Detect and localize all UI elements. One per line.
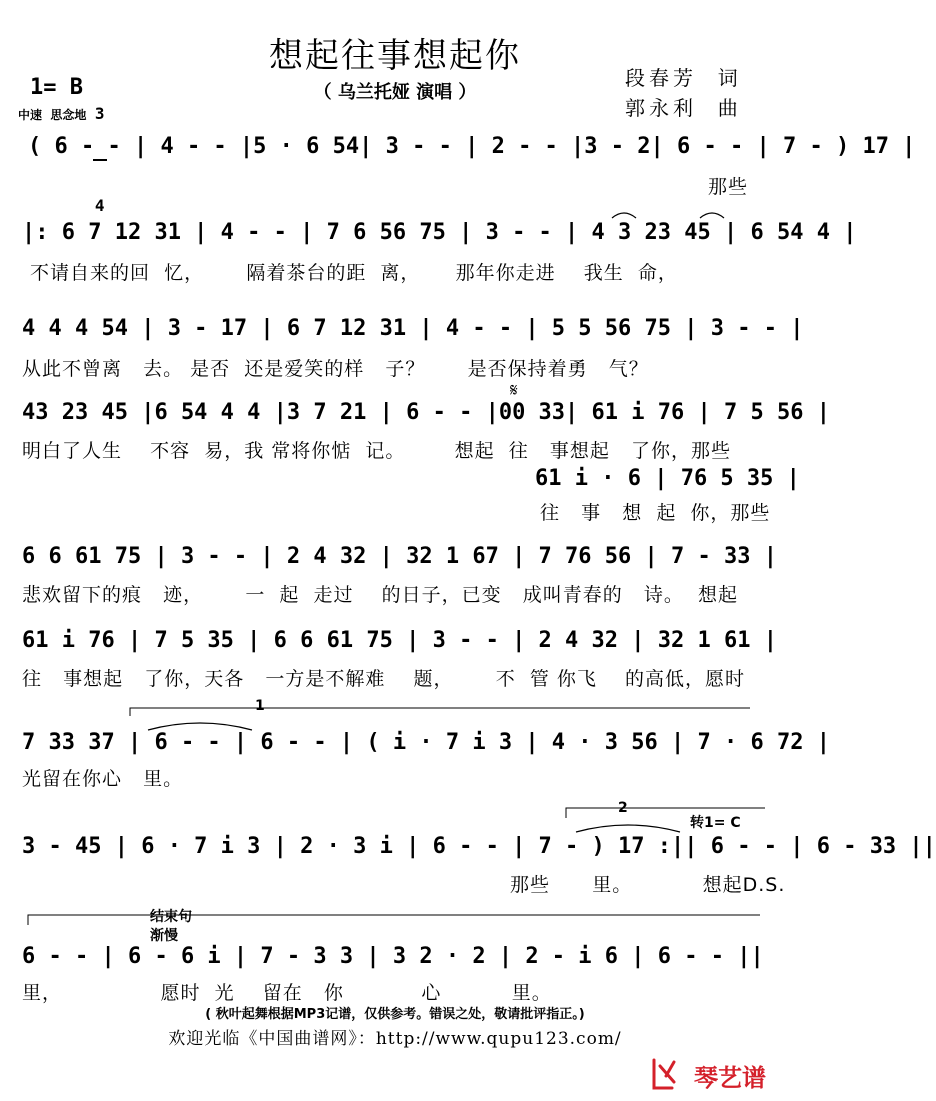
key-signature: 1= B <box>30 75 83 100</box>
score-line-1-notes: ( 6 - - | 4 - - |5 · 6 54| 3 - - | 2 - - |3 - 2| 6 - - | 7 - ) 17 | <box>28 134 916 159</box>
second-ending-bracket <box>566 808 765 818</box>
performer-subtitle: （ 乌兰托娅 演唱 ） <box>313 82 477 103</box>
score-line-7-lyrics: 光留在你心 里。 <box>22 768 184 790</box>
score-line-4-lyrics: 明白了人生 不容 易，我 常将你惦 记。 想起 往 事想起 了你，那些 <box>22 440 731 462</box>
logo-text: 琴艺谱 <box>694 1064 766 1092</box>
song-title: 想起往事想起你 <box>269 36 521 76</box>
score-line-9-lyrics: 里， 愿时 光 留在 你 心 里。 <box>22 982 552 1004</box>
score-line-2-notes: |: 6 7 12 31 | 4 - - | 7 6 56 75 | 3 - - | 4 3 23 45 | 6 54 4 | <box>22 220 857 245</box>
segno-sign: 𝄋 <box>510 380 518 401</box>
tie-arc-2 <box>576 825 680 832</box>
time-signature-top: 3 <box>94 104 105 123</box>
first-ending-bracket <box>130 708 750 716</box>
tie-arc-1 <box>148 723 252 730</box>
lyricist-credit: 段春芳 词 <box>625 66 742 90</box>
coda-phrase-label: 结束句 <box>150 909 192 925</box>
score-line-3-lyrics: 从此不曾离 去。 是否 还是爱笑的样 子？ 是否保持着勇 气？ <box>22 358 649 380</box>
tempo-marking: 中速 思念地 <box>18 108 87 122</box>
ritardando-label: 渐慢 <box>150 928 178 944</box>
score-line-4b-lyrics: 往 事 想 起 你，那些 <box>540 502 771 524</box>
score-line-8-lyrics: 那些 里。 想起D.S. <box>510 874 786 896</box>
website-credit: 欢迎光临《中国曲谱网》：http://www.qupu123.com/ <box>168 1029 622 1049</box>
composer-credit: 郭永利 曲 <box>625 96 742 120</box>
score-line-7-notes: 7 33 37 | 6 - - | 6 - - | ( i · 7 i 3 | 4 · 3 56 | 7 · 6 72 | <box>22 730 830 755</box>
slur-arc-1 <box>612 213 636 218</box>
score-line-9-notes: 6 - - | 6 - 6 i | 7 - 3 3 | 3 2 · 2 | 2 - i 6 | 6 - - || <box>22 944 764 969</box>
score-line-3-notes: 4 4 4 54 | 3 - 17 | 6 7 12 31 | 4 - - | 5 5 56 75 | 3 - - | <box>22 316 804 341</box>
score-line-2-lyrics: 不请自来的回 忆， 隔着茶台的距 离， 那年你走进 我生 命， <box>30 262 678 284</box>
score-line-5-notes: 6 6 61 75 | 3 - - | 2 4 32 | 32 1 67 | 7 76 56 | 7 - 33 | <box>22 544 777 569</box>
score-line-6-lyrics: 往 事想起 了你，天各 一方是不解难 题， 不 管 你飞 的高低，愿时 <box>22 668 746 690</box>
coda-line <box>28 915 760 925</box>
time-signature-bottom: 4 <box>94 196 105 215</box>
score-line-4b-notes: 61 i · 6 | 76 5 35 | <box>535 466 800 491</box>
score-line-5-lyrics: 悲欢留下的痕 迹， 一 起 走过 的日子，已变 成叫青春的 诗。 想起 <box>22 584 738 606</box>
slur-arc-2 <box>700 213 724 218</box>
score-line-1-lyrics: 那些 <box>708 176 749 198</box>
modulation-label: 转1= C <box>690 815 741 831</box>
second-ending-label: 2 <box>618 800 628 816</box>
score-line-8-notes: 3 - 45 | 6 · 7 i 3 | 2 · 3 i | 6 - - | 7 - ) 17 :|| 6 - - | 6 - 33 || <box>22 834 936 859</box>
score-line-4-notes: 43 23 45 |6 54 4 4 |3 7 21 | 6 - - |00 33| 61 i 76 | 7 5 56 | <box>22 400 830 425</box>
transcription-note: ( 秋叶起舞根据MP3记谱，仅供参考。错误之处，敬请批评指正。) <box>205 1007 585 1022</box>
first-ending-label: 1 <box>255 698 265 714</box>
score-line-6-notes: 61 i 76 | 7 5 35 | 6 6 61 75 | 3 - - | 2 4 32 | 32 1 61 | <box>22 628 777 653</box>
